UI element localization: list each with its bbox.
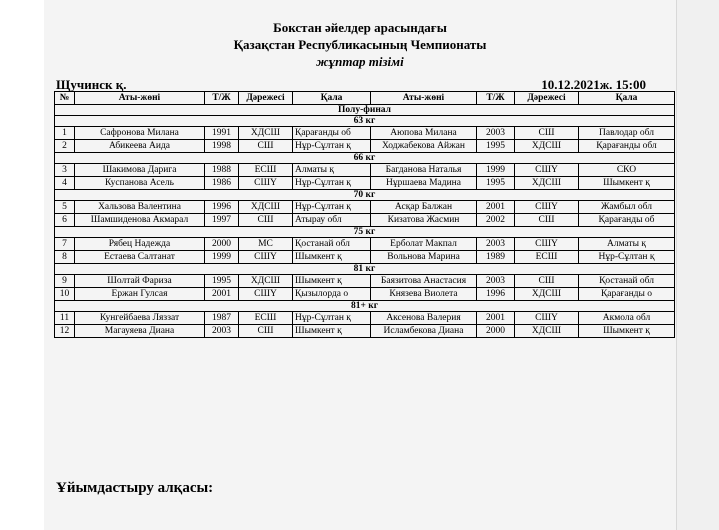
table-row (55, 251, 675, 264)
place: Щучинск қ. (56, 77, 127, 92)
table-row (55, 140, 675, 153)
stage-label: Полу-финал (55, 105, 675, 116)
cell-name: Ходжабекова Айжан (371, 140, 477, 153)
cell-rank: СШ (239, 214, 293, 227)
cell-year: 2003 (477, 127, 515, 140)
cell-year: 1991 (205, 127, 239, 140)
cell-year: 1996 (205, 201, 239, 214)
cell-city: Павлодар обл (579, 127, 675, 140)
cell-num: 7 (55, 238, 75, 251)
cell-city: Атырау обл (293, 214, 371, 227)
cell-rank: ХДСШ (239, 275, 293, 288)
cell-year: 2000 (205, 238, 239, 251)
weight-row (55, 227, 675, 238)
cell-year: 1986 (205, 177, 239, 190)
cell-rank: ХДСШ (515, 325, 579, 338)
cell-year: 1998 (205, 140, 239, 153)
cell-rank: СШҮ (239, 288, 293, 301)
cell-name: Магауяева Диана (75, 325, 205, 338)
cell-city: Нұр-Сұлтан қ (293, 140, 371, 153)
weight-row (55, 301, 675, 312)
cell-city: Нұр-Сұлтан қ (293, 201, 371, 214)
cell-name: Абикеева Аида (75, 140, 205, 153)
cell-rank: ХДСШ (239, 201, 293, 214)
cell-year: 2003 (205, 325, 239, 338)
cell-num: 8 (55, 251, 75, 264)
cell-rank: ЕСШ (515, 251, 579, 264)
col-header: Дәрежесі (239, 92, 293, 105)
cell-year: 2001 (477, 312, 515, 325)
col-header: Т/Ж (205, 92, 239, 105)
cell-name: Естаева Салтанат (75, 251, 205, 264)
cell-rank: СШ (239, 325, 293, 338)
cell-year: 1997 (205, 214, 239, 227)
cell-name: Кунгейбаева Ляззат (75, 312, 205, 325)
cell-name: Кизатова Жасмин (371, 214, 477, 227)
cell-name: Вольнова Марина (371, 251, 477, 264)
organizing-committee-label: Ұйымдастыру алқасы: (56, 480, 214, 496)
cell-year: 1999 (477, 164, 515, 177)
sheet-edge (676, 0, 719, 530)
col-header: Аты-жөні (75, 92, 205, 105)
cell-name: Нұршаева Мадина (371, 177, 477, 190)
col-header: № (55, 92, 75, 105)
cell-name: Князева Виолета (371, 288, 477, 301)
cell-city: Шымкент қ (579, 325, 675, 338)
cell-year: 2002 (477, 214, 515, 227)
cell-name: Баязитова Анастасия (371, 275, 477, 288)
stage-row (55, 105, 675, 116)
pairs-table (54, 91, 675, 338)
cell-city: СКО (579, 164, 675, 177)
cell-rank: СШҮ (239, 177, 293, 190)
cell-rank: СШҮ (239, 251, 293, 264)
cell-name: Асқар Балжан (371, 201, 477, 214)
weight-label: 66 кг (55, 153, 675, 164)
cell-city: Алматы қ (579, 238, 675, 251)
weight-label: 81+ кг (55, 301, 675, 312)
cell-city: Нұр-Сұлтан қ (579, 251, 675, 264)
cell-num: 3 (55, 164, 75, 177)
cell-name: Аюпова Милана (371, 127, 477, 140)
table-row (55, 312, 675, 325)
col-header: Аты-жөні (371, 92, 477, 105)
cell-year: 2001 (205, 288, 239, 301)
cell-city: Қызылорда о (293, 288, 371, 301)
cell-rank: СШ (515, 214, 579, 227)
cell-city: Шымкент қ (293, 275, 371, 288)
cell-rank: МС (239, 238, 293, 251)
cell-num: 1 (55, 127, 75, 140)
table-row (55, 164, 675, 177)
col-header: Т/Ж (477, 92, 515, 105)
cell-num: 12 (55, 325, 75, 338)
cell-num: 4 (55, 177, 75, 190)
cell-rank: СШ (239, 140, 293, 153)
cell-year: 2001 (477, 201, 515, 214)
cell-num: 6 (55, 214, 75, 227)
title-line-1: Бокстан әйелдер арасындағы (273, 20, 447, 35)
cell-num: 5 (55, 201, 75, 214)
weight-row (55, 190, 675, 201)
cell-year: 1999 (205, 251, 239, 264)
cell-year: 1987 (205, 312, 239, 325)
table-row (55, 288, 675, 301)
cell-year: 1988 (205, 164, 239, 177)
cell-city: Қарағанды об (579, 214, 675, 227)
cell-city: Шымкент қ (579, 177, 675, 190)
cell-rank: СШҮ (515, 201, 579, 214)
cell-rank: ХДСШ (515, 288, 579, 301)
cell-rank: СШҮ (515, 164, 579, 177)
cell-city: Алматы қ (293, 164, 371, 177)
cell-rank: ЕСШ (239, 164, 293, 177)
cell-rank: ХДСШ (239, 127, 293, 140)
cell-city: Қостанай обл (293, 238, 371, 251)
weight-label: 70 кг (55, 190, 675, 201)
cell-num: 11 (55, 312, 75, 325)
cell-city: Акмола обл (579, 312, 675, 325)
cell-city: Шымкент қ (293, 325, 371, 338)
weight-row (55, 116, 675, 127)
weight-label: 81 кг (55, 264, 675, 275)
cell-name: Шамшиденова Акмарал (75, 214, 205, 227)
cell-name: Куспанова Асель (75, 177, 205, 190)
header-row (55, 92, 675, 105)
cell-rank: СШҮ (515, 312, 579, 325)
table-row (55, 325, 675, 338)
cell-year: 1989 (477, 251, 515, 264)
cell-rank: СШ (515, 275, 579, 288)
cell-city: Шымкент қ (293, 251, 371, 264)
cell-name: Аксенова Валерия (371, 312, 477, 325)
cell-name: Ержан Гулсая (75, 288, 205, 301)
cell-name: Хальзова Валентина (75, 201, 205, 214)
cell-year: 2003 (477, 238, 515, 251)
cell-num: 9 (55, 275, 75, 288)
cell-rank: ХДСШ (515, 140, 579, 153)
col-header: Қала (293, 92, 371, 105)
cell-city: Қарағанды об (293, 127, 371, 140)
cell-rank: ХДСШ (515, 177, 579, 190)
col-header: Дәрежесі (515, 92, 579, 105)
cell-rank: ЕСШ (239, 312, 293, 325)
cell-num: 2 (55, 140, 75, 153)
col-header: Қала (579, 92, 675, 105)
cell-rank: СШҮ (515, 238, 579, 251)
cell-year: 2003 (477, 275, 515, 288)
cell-name: Багданова Наталья (371, 164, 477, 177)
title-line-2: Қазақстан Республикасының Чемпионаты (233, 37, 487, 52)
weight-label: 75 кг (55, 227, 675, 238)
weight-row (55, 153, 675, 164)
cell-name: Рябец Надежда (75, 238, 205, 251)
cell-name: Ерболат Макпал (371, 238, 477, 251)
cell-name: Исламбекова Диана (371, 325, 477, 338)
weight-label: 63 кг (55, 116, 675, 127)
cell-name: Сафронова Милана (75, 127, 205, 140)
cell-city: Нұр-Сұлтан қ (293, 312, 371, 325)
cell-num: 10 (55, 288, 75, 301)
cell-year: 1995 (205, 275, 239, 288)
cell-name: Шакимова Дарига (75, 164, 205, 177)
cell-year: 1995 (477, 177, 515, 190)
date-time: 10.12.2021ж. 15:00 (541, 77, 646, 92)
table-row (55, 177, 675, 190)
table-row (55, 275, 675, 288)
cell-city: Қарағанды обл (579, 140, 675, 153)
cell-city: Нұр-Сұлтан қ (293, 177, 371, 190)
cell-year: 1996 (477, 288, 515, 301)
cell-name: Шолтай Фариза (75, 275, 205, 288)
table-row (55, 238, 675, 251)
table-row (55, 127, 675, 140)
cell-year: 2000 (477, 325, 515, 338)
table-row (55, 214, 675, 227)
title-line-3: жұптар тізімі (316, 54, 404, 69)
header-line (56, 77, 646, 92)
cell-city: Қостанай обл (579, 275, 675, 288)
cell-city: Қарағанды о (579, 288, 675, 301)
cell-rank: СШ (515, 127, 579, 140)
weight-row (55, 264, 675, 275)
cell-city: Жамбыл обл (579, 201, 675, 214)
table-row (55, 201, 675, 214)
cell-year: 1995 (477, 140, 515, 153)
